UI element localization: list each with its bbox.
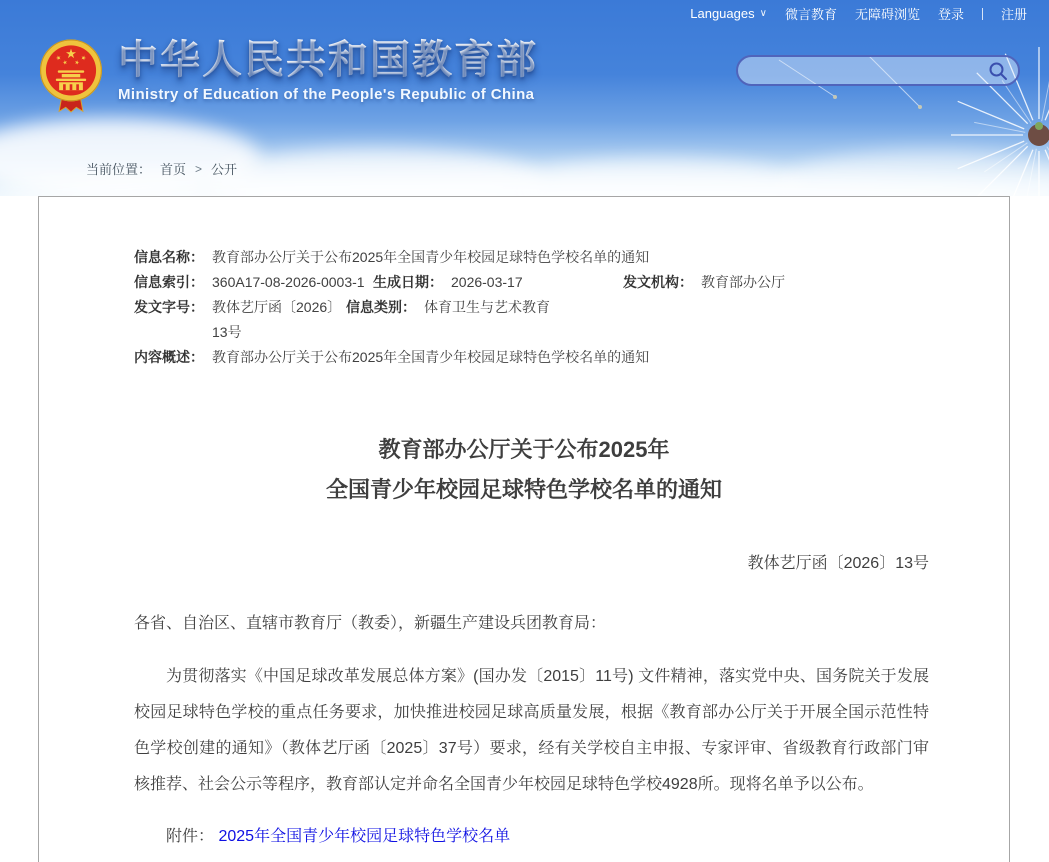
meta-name-label: 信息名称： [134,249,204,265]
breadcrumb-home[interactable]: 首页 [160,162,187,177]
languages-menu[interactable] [690,6,767,21]
topbar-link-register[interactable]: 注册 [1000,7,1027,22]
breadcrumb-label: 当前位置： [86,162,152,177]
topbar-link-accessibility[interactable]: 无障碍浏览 [854,7,920,22]
meta-row-summary [134,345,929,370]
national-emblem-logo [38,36,104,118]
meta-category-label: 信息类别： [346,299,416,315]
topbar-link-weiyan[interactable]: 微言教育 [784,7,837,22]
meta-index-value: 360A17-08-2026-0003-1 [212,274,365,290]
meta-row-name [134,245,929,270]
document-title [39,430,1009,510]
breadcrumb-section[interactable]: 公开 [211,162,238,177]
search-button[interactable] [986,59,1010,83]
meta-index-label: 信息索引： [134,274,204,290]
site-subtitle: Ministry of Education of the People's Republic of China [118,86,535,103]
breadcrumb-separator: > [195,161,203,176]
document-body: 为贯彻落实《中国足球改革发展总体方案》(国办发〔2015〕11号) 文件精神，落实党中央、国务院关于发展校园足球特色学校的重点任务要求，加快推进校园足球高质量发展，根据《教育部办公厅关于开展全国示范性特色学校创建的通知》（教体艺厅函〔2025〕37号）要求，经有关学校自主申报、专家评审、省级教育行政部门审核推荐、社会公示等程序，教育部认定并命名全国青少年校园足球特色学校4928所。现将名单予以公布。 [134,668,929,793]
site-title: 中华人民共和国教育部 [118,38,538,82]
attachment-label: 附件： [166,828,215,845]
attachment-link[interactable]: 2025年全国青少年校园足球特色学校名单 [218,828,511,845]
topbar [690,4,1027,23]
document-number: 教体艺厅函〔2026〕13号 [747,555,929,572]
meta-date-label: 生成日期： [373,274,443,290]
languages-label: Languages [690,6,755,21]
meta-docnum-label: 发文字号： [134,299,204,315]
meta-agency-label: 发文机构： [623,274,693,290]
chevron-down-icon: ∨ [759,8,767,19]
meta-date-value: 2026-03-17 [451,274,523,290]
meta-row-index [134,270,929,295]
content-card [38,196,1010,862]
document-metadata [134,245,929,370]
meta-summary-value: 教育部办公厅关于公布2025年全国青少年校园足球特色学校名单的通知 [212,349,650,365]
topbar-link-login[interactable]: 登录 [937,7,964,22]
meta-category-value: 体育卫生与艺术教育 [424,299,550,315]
meta-row-docnum [134,295,929,345]
meta-agency-value: 教育部办公厅 [701,274,785,290]
meta-name-value: 教育部办公厅关于公布2025年全国青少年校园足球特色学校名单的通知 [212,249,650,265]
document-title-line2: 全国青少年校园足球特色学校名单的通知 [325,477,722,502]
search-icon [988,61,1008,81]
meta-docnum-value: 教体艺厅函〔2026〕13号 [212,299,342,340]
document-title-line1: 教育部办公厅关于公布2025年 [378,437,670,462]
header-banner [0,0,1049,196]
topbar-divider [982,8,983,20]
search-input[interactable] [752,63,986,79]
attachment-line [134,823,929,846]
brand-text [118,36,538,103]
meta-summary-label: 内容概述： [134,349,204,365]
site-brand [38,36,538,118]
search-bar [736,55,1020,86]
document-salutation: 各省、自治区、直辖市教育厅（教委），新疆生产建设兵团教育局： [134,615,607,632]
breadcrumb [86,159,237,178]
